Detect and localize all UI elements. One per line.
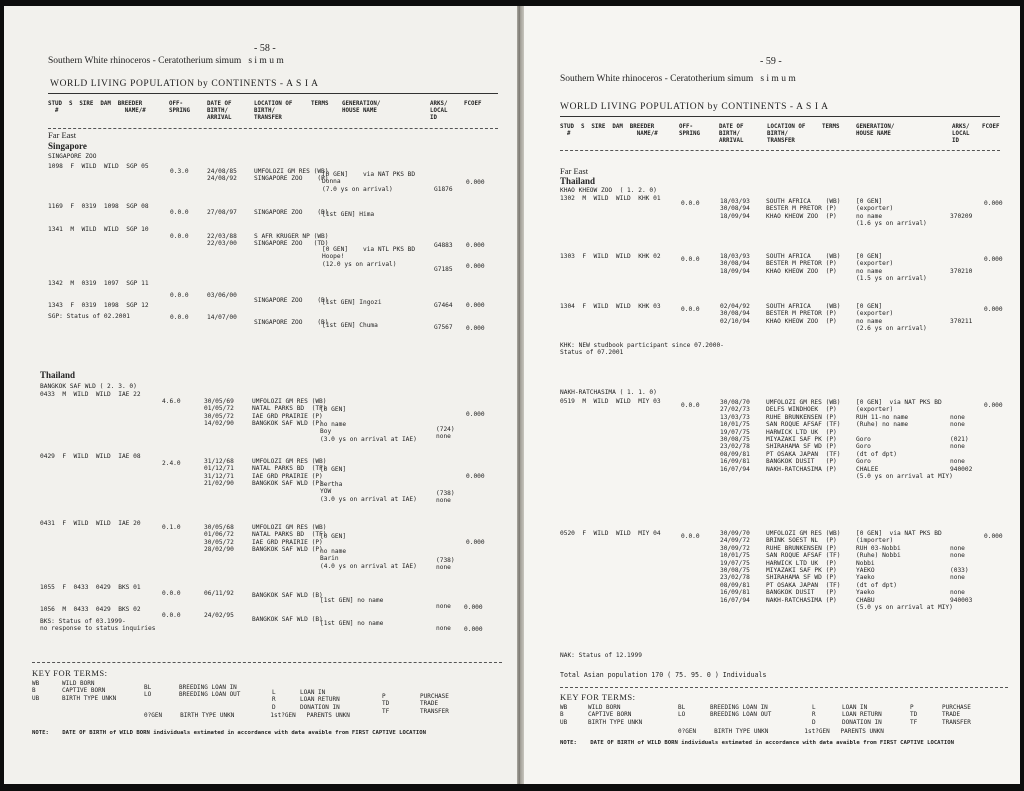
arks-cell: (738) none	[436, 490, 455, 505]
col-header-arks: ARKS/ LOCAL ID	[952, 124, 970, 144]
left-page	[4, 6, 517, 784]
right-page	[524, 6, 1020, 784]
arks-cell: none	[436, 625, 451, 632]
table-row: 0519 M WILD WILD MIY 03	[560, 398, 661, 405]
generation-cell: [0 GEN] no name Boy (3.0 ys on arrival at IAE)	[320, 406, 417, 443]
location-cell: SINGAPORE ZOO (B)	[254, 297, 329, 304]
table-row: 1341 M WILD WILD SGP 10	[48, 226, 149, 233]
generation-cell: [0 GEN] via NAT PKS BD (exporter) RUH 11-no name (Ruhe) no name Goro Goro (dt of dpt) Goro CHALEE (5.0 ys on arrival at MIY)	[856, 399, 953, 481]
location-cell: UMFOLOZI GM RES (WB) DELFS WINDHOEK (P) RUHE BRUNKENSEN (P) SAN ROQUE AFSAF (TF) HARWICK LTD UK (P) MIYAZAKI SAF PK (P) SHIRAHAMA SF WD (P) PT OSAKA JAPAN (TF) BANGKOK DUSIT (P) NAKH-RATCHASIMA (P)	[766, 399, 841, 473]
institution-heading: SINGAPORE ZOO	[48, 153, 97, 160]
header-rule	[48, 93, 498, 94]
generation-cell: [0 GEN] via NAT PKS BD Donna (7.0 ys on arrival)	[322, 171, 416, 193]
offspring-cell: 0.0.0	[162, 612, 181, 619]
table-row: 0431 F WILD WILD IAE 20	[40, 520, 141, 527]
col-header-generation: GENERATION/ HOUSE NAME	[342, 101, 381, 114]
key-title: KEY FOR TERMS:	[32, 668, 108, 678]
fcoef-cell: 0.000	[984, 200, 1003, 207]
key-rule	[32, 662, 502, 663]
key-rule	[560, 687, 1008, 688]
col-header-location: LOCATION OF BIRTH/ TRANSFER	[254, 101, 293, 121]
institution-heading: NAKH-RATCHASIMA ( 1. 1. 0)	[560, 389, 657, 396]
date-cell: 18/03/93 30/08/94 18/09/94	[720, 253, 750, 275]
fcoef-cell: 0.000	[984, 402, 1003, 409]
col-header-location: LOCATION OF BIRTH/ TRANSFER	[767, 124, 806, 144]
fcoef-cell: 0.000	[466, 242, 485, 249]
offspring-cell: 0.0.0	[170, 314, 189, 321]
arks-cell: (738) none	[436, 557, 455, 572]
fcoef-cell: 0.000	[466, 473, 485, 480]
offspring-cell: 0.0.0	[681, 200, 700, 207]
location-cell: SOUTH AFRICA (WB) BESTER M PRETOR (P) KHAO KHEOW ZOO (P)	[766, 198, 841, 220]
date-cell: 30/09/70 24/09/72 30/09/72 10/01/75 19/07/75 30/08/75 23/02/78 08/09/81 16/09/81 16/07/94	[720, 530, 750, 604]
date-cell: 24/08/85 24/08/92	[207, 168, 237, 183]
location-cell: S AFR KRUGER NP (WB) SINGAPORE ZOO (TD)	[254, 233, 329, 248]
date-cell: 30/05/68 01/06/72 30/05/72 28/02/90	[204, 524, 234, 554]
location-cell: UMFOLOZI GM RES (WB) SINGAPORE ZOO (P)	[254, 168, 329, 183]
table-row: 1342 M 0319 1097 SGP 11	[48, 280, 149, 287]
col-header-terms: TERMS	[311, 101, 329, 107]
generation-cell: [0 GEN] via NTL PKS BD Hoope! (12.0 ys on arrival)	[322, 246, 416, 268]
table-row: 1343 F 0319 1098 SGP 12	[48, 302, 149, 309]
institution-heading: KHAO KHEOW ZOO ( 1. 2. 0)	[560, 187, 657, 194]
key-extra: 0?GEN BIRTH TYPE UNKN 1st?GEN PARENTS UNKN	[678, 728, 884, 735]
location-cell: UMFOLOZI GM RES (WB) NATAL PARKS BD (TF) IAE GRD PRAIRIE (P) BANGKOK SAF WLD (P)	[252, 458, 327, 488]
key-labels: PURCHASE TRADE TRANSFER	[942, 704, 971, 726]
footnote: NOTE: DATE OF BIRTH of WILD BORN individuals estimated in accordance with data avaible from FIRST CAPTIVE LOCATION	[560, 740, 955, 746]
region-heading: Far East	[48, 130, 77, 140]
key-title: KEY FOR TERMS:	[560, 692, 636, 702]
key-labels: LOAN IN LOAN RETURN DONATION IN	[842, 704, 882, 726]
table-row: 1055 F 0433 0429 BKS 01	[40, 584, 141, 591]
fcoef-cell: 0.000	[464, 604, 483, 611]
key-codes: L R D	[272, 689, 276, 711]
col-header-date: DATE OF BIRTH/ ARRIVAL	[719, 124, 744, 144]
generation-cell: [0 GEN] Bertha YOW (3.0 ys on arrival at IAE)	[320, 466, 417, 503]
offspring-cell: 0.1.0	[162, 524, 181, 531]
key-codes: L R D	[812, 704, 816, 726]
generation-cell: [1st GEN] no name	[320, 620, 384, 627]
country-heading: Thailand	[40, 370, 76, 380]
arks-cell: 370211	[950, 317, 973, 325]
date-cell: 02/04/92 30/08/94 02/10/94	[720, 303, 750, 325]
generation-cell: [1st GEN] Chuma	[322, 322, 378, 329]
population-total: Total Asian population 170 ( 75. 95. 0 ) Individuals	[560, 671, 767, 679]
col-header-date: DATE OF BIRTH/ ARRIVAL	[207, 101, 232, 121]
table-row: 0433 M WILD WILD IAE 22	[40, 391, 141, 398]
col-header-stud: STUD S SIRE DAM BREEDER # NAME/#	[560, 124, 658, 137]
arks-cell: (724) none	[436, 426, 455, 441]
page-number: - 58 -	[254, 43, 276, 54]
location-cell: UMFOLOZI GM RES (WB) NATAL PARKS BD (TF) IAE GRD PRAIRIE (P) BANGKOK SAF WLD (P)	[252, 524, 327, 554]
institution-heading: BANGKOK SAF WLD ( 2. 3. 0)	[40, 383, 137, 390]
page-number: - 59 -	[760, 56, 782, 67]
header-rule	[560, 116, 1000, 117]
date-cell: 03/06/00	[207, 292, 237, 299]
location-cell: BANGKOK SAF WLD (B)	[252, 592, 323, 599]
arks-cell: none none (033) none none 940003	[950, 544, 973, 604]
page-subtitle: WORLD LIVING POPULATION by CONTINENTS - A S I A	[50, 79, 319, 89]
date-cell: 24/02/95	[204, 612, 234, 619]
table-row: 1302 M WILD WILD KHK 01	[560, 195, 661, 202]
date-cell: 30/08/70 27/02/73 13/03/73 10/01/75 19/07/75 30/08/75 23/02/78 08/09/81 16/09/81 16/07/94	[720, 399, 750, 473]
offspring-cell: 0.0.0	[681, 533, 700, 540]
page-title: Southern White rhinoceros - Ceratotherium simum s i m u m	[48, 56, 284, 66]
table-row: 0429 F WILD WILD IAE 08	[40, 453, 141, 460]
date-cell: 27/08/97	[207, 209, 237, 216]
country-heading: Thailand	[560, 176, 596, 186]
date-cell: 06/11/92	[204, 590, 234, 597]
offspring-cell: 0.3.0	[170, 168, 189, 175]
date-cell: 14/07/00	[207, 314, 237, 321]
fcoef-cell: 0.000	[466, 179, 485, 186]
offspring-cell: 0.0.0	[170, 209, 189, 216]
page-subtitle: WORLD LIVING POPULATION by CONTINENTS - A S I A	[560, 102, 829, 112]
offspring-cell: 4.6.0	[162, 398, 181, 405]
offspring-cell: 0.0.0	[170, 233, 189, 240]
status-note: BKS: Status of 03.1999- no response to status inquiries	[40, 618, 156, 633]
table-row: 1169 F 0319 1098 SGP 08	[48, 203, 149, 210]
key-labels: WILD BORN CAPTIVE BORN BIRTH TYPE UNKN	[62, 680, 117, 702]
generation-cell: [0 GEN] no name Barin (4.0 ys on arrival at IAE)	[320, 533, 417, 570]
country-heading: Singapore	[48, 141, 87, 151]
key-codes: P TD TF	[382, 693, 390, 715]
table-row: 1098 F WILD WILD SGP 05	[48, 163, 149, 170]
generation-cell: [0 GEN] (exporter) no name (1.6 ys on arrival)	[856, 198, 927, 228]
status-note: KHK: NEW studbook participant since 07.2000- Status of 07.2001	[560, 342, 724, 357]
date-cell: 18/03/93 30/08/94 18/09/94	[720, 198, 750, 220]
header-bottom-rule	[560, 150, 1000, 151]
table-row: 1056 M 0433 0429 BKS 02	[40, 606, 141, 613]
arks-cell: G7464	[434, 302, 453, 309]
table-row: 0520 F WILD WILD MIY 04	[560, 530, 661, 537]
col-header-offspring: OFF- SPRING	[169, 101, 190, 114]
generation-cell: [1st GEN] Ingozi	[322, 299, 382, 306]
generation-cell: [0 GEN] (exporter) no name (2.6 ys on arrival)	[856, 303, 927, 333]
fcoef-cell: 0.000	[984, 533, 1003, 540]
location-cell: SINGAPORE ZOO (B)	[254, 319, 329, 326]
col-header-fcoef: FCOEF	[464, 101, 482, 107]
location-cell: SOUTH AFRICA (WB) BESTER M PRETOR (P) KHAO KHEOW ZOO (P)	[766, 303, 841, 325]
generation-cell: [0 GEN] via NAT PKS BD (importer) RUH 03-Nobbi (Ruhe) Nobbi Nobbi YAEKO Yaeko (dt of dpt) Yaeko CHABU (5.0 ys on arrival at MIY)	[856, 530, 953, 612]
key-labels: BREEDING LOAN IN BREEDING LOAN OUT	[179, 684, 241, 699]
fcoef-cell: 0.000	[466, 325, 485, 332]
offspring-cell: 0.0.0	[162, 590, 181, 597]
location-cell: UMFOLOZI GM RES (WB) BRINK SOEST NL (P) RUHE BRUNKENSEN (P) SAN ROQUE AFSAF (TF) HARWICK LTD UK (P) MIYAZAKI SAF PK (P) SHIRAHAMA SF WD (P) PT OSAKA JAPAN (TF) BANGKOK DUSIT (P) NAKH-RATCHASIMA (P)	[766, 530, 841, 604]
header-bottom-rule	[48, 128, 498, 129]
region-heading: Far East	[560, 166, 589, 176]
offspring-cell: 0.0.0	[681, 306, 700, 313]
arks-cell: G1876	[434, 186, 453, 193]
key-codes: P TD TF	[910, 704, 918, 726]
key-labels: BREEDING LOAN IN BREEDING LOAN OUT	[710, 704, 772, 719]
status-note: SGP: Status of 02.2001	[48, 313, 130, 320]
fcoef-cell: 0.000	[984, 306, 1003, 313]
col-header-fcoef: FCOEF	[982, 124, 1000, 130]
date-cell: 31/12/68 01/12/71 31/12/71 21/02/90	[204, 458, 234, 488]
fcoef-cell: 0.000	[466, 539, 485, 546]
date-cell: 22/03/88 22/03/00	[207, 233, 237, 248]
key-codes: WB B UB	[32, 680, 40, 702]
col-header-offspring: OFF- SPRING	[679, 124, 700, 137]
key-codes: BL LO	[144, 684, 152, 699]
key-extra: 0?GEN BIRTH TYPE UNKN 1st?GEN PARENTS UNKN	[144, 712, 350, 719]
fcoef-cell: 0.000	[466, 263, 485, 270]
key-codes: WB B UB	[560, 704, 568, 726]
fcoef-cell: 0.000	[466, 302, 485, 309]
key-labels: WILD BORN CAPTIVE BORN BIRTH TYPE UNKN	[588, 704, 643, 726]
arks-cell: G7185	[434, 266, 453, 273]
location-cell: BANGKOK SAF WLD (B)	[252, 616, 323, 623]
arks-cell: G4883	[434, 242, 453, 249]
col-header-generation: GENERATION/ HOUSE NAME	[856, 124, 895, 137]
table-row: 1304 F WILD WILD KHK 03	[560, 303, 661, 310]
col-header-terms: TERMS	[822, 124, 840, 130]
col-header-stud: STUD S SIRE DAM BREEDER # NAME/#	[48, 101, 146, 114]
col-header-arks: ARKS/ LOCAL ID	[430, 101, 448, 121]
generation-cell: [1st GEN] Hima	[322, 211, 375, 218]
fcoef-cell: 0.000	[984, 256, 1003, 263]
location-cell: SINGAPORE ZOO (B)	[254, 209, 329, 216]
offspring-cell: 0.0.0	[681, 256, 700, 263]
generation-cell: [1st GEN] no name	[320, 597, 384, 604]
status-note: NAK: Status of 12.1999	[560, 652, 642, 659]
arks-cell: none	[436, 603, 451, 610]
footnote: NOTE: DATE OF BIRTH of WILD BORN individuals estimated in accordance with data avaible from FIRST CAPTIVE LOCATION	[32, 730, 427, 736]
location-cell: UMFOLOZI GM RES (WB) NATAL PARKS BD (TF) IAE GRD PRAIRIE (P) BANGKOK SAF WLD (P)	[252, 398, 327, 428]
arks-cell: none none (021) none none 940002	[950, 413, 973, 473]
date-cell: 30/05/69 01/05/72 30/05/72 14/02/90	[204, 398, 234, 428]
table-row: 1303 F WILD WILD KHK 02	[560, 253, 661, 260]
generation-cell: [0 GEN] (exporter) no name (1.5 ys on arrival)	[856, 253, 927, 283]
arks-cell: G7567	[434, 324, 453, 331]
location-cell: SOUTH AFRICA (WB) BESTER M PRETOR (P) KHAO KHEOW ZOO (P)	[766, 253, 841, 275]
key-labels: LOAN IN LOAN RETURN DONATION IN	[300, 689, 340, 711]
fcoef-cell: 0.000	[464, 626, 483, 633]
arks-cell: 370209	[950, 212, 973, 220]
key-labels: PURCHASE TRADE TRANSFER	[420, 693, 449, 715]
offspring-cell: 0.0.0	[681, 402, 700, 409]
page-title: Southern White rhinoceros - Ceratotherium simum s i m u m	[560, 74, 796, 84]
fcoef-cell: 0.000	[466, 411, 485, 418]
offspring-cell: 0.0.0	[170, 292, 189, 299]
arks-cell: 370210	[950, 267, 973, 275]
key-codes: BL LO	[678, 704, 686, 719]
offspring-cell: 2.4.0	[162, 460, 181, 467]
